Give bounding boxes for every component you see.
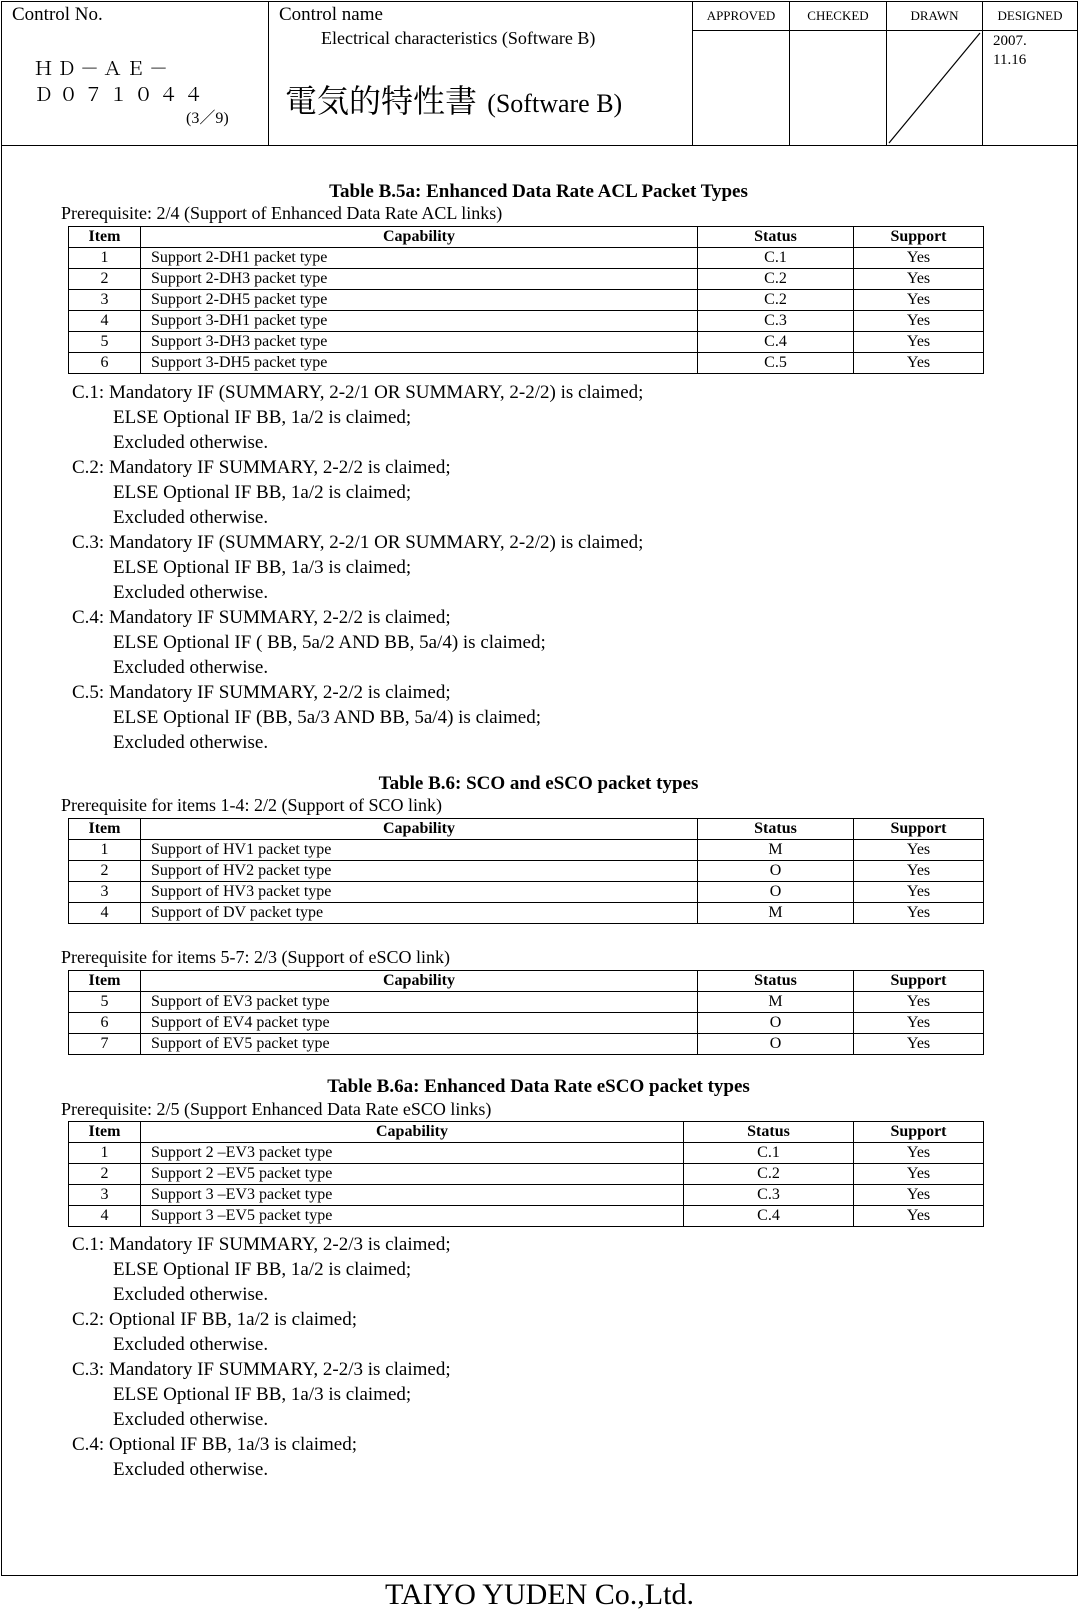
condition-note-line: ELSE Optional IF BB, 1a/3 is claimed; [113,1384,412,1405]
item-cell: 2 [69,861,141,882]
table-row [69,311,984,332]
column-header-capability: Capability [141,819,698,840]
capability-cell: Support 2-DH5 packet type [141,290,698,311]
status-cell: C.1 [684,1143,854,1164]
status-cell: C.5 [698,353,854,374]
status-cell: O [698,882,854,903]
table-b6a-caption: Table B.6a: Enhanced Data Rate eSCO packet types [327,1076,750,1097]
title-block [2,2,1077,146]
condition-note-line: ELSE Optional IF BB, 1a/2 is claimed; [113,482,412,503]
table-b6-esco [68,970,984,1055]
column-header-support: Support [854,227,984,248]
control-no-line1: ＨＤ－ＡＥ－ [34,58,173,80]
table-b5a [68,226,984,374]
condition-note-line: C.1: Mandatory IF (SUMMARY, 2-2/1 OR SUMMARY, 2-2/2) is claimed; [72,382,644,403]
item-cell: 3 [69,1185,141,1206]
capability-cell: Support 3 –EV3 packet type [141,1185,684,1206]
condition-note-line: Excluded otherwise. [113,1409,269,1430]
condition-note-line: Excluded otherwise. [113,507,269,528]
column-header-support: Support [854,1122,984,1143]
capability-cell: Support of EV4 packet type [141,1013,698,1034]
item-cell: 4 [69,903,141,924]
drawn-label: DRAWN [887,2,982,31]
item-cell: 7 [69,1034,141,1055]
table-b6a-notes [72,1232,451,1482]
column-header-capability: Capability [141,971,698,992]
table-row [69,1185,984,1206]
support-cell: Yes [854,311,984,332]
capability-cell: Support of HV3 packet type [141,882,698,903]
item-cell: 3 [69,882,141,903]
condition-note-line: Excluded otherwise. [113,1334,269,1355]
support-cell: Yes [854,1206,984,1227]
status-cell: C.3 [684,1185,854,1206]
item-cell: 6 [69,353,141,374]
condition-note-line: ELSE Optional IF ( BB, 5a/2 AND BB, 5a/4) is claimed; [113,632,546,653]
column-header-support: Support [854,819,984,840]
item-cell: 2 [69,1164,141,1185]
control-no-cell [2,2,269,145]
control-name-en: Electrical characteristics (Software B) [321,28,596,48]
table-b6-sco [68,818,984,924]
condition-note-line: ELSE Optional IF BB, 1a/3 is claimed; [113,557,412,578]
condition-note-line: C.2: Mandatory IF SUMMARY, 2-2/2 is claimed; [72,457,451,478]
column-header-item: Item [69,971,141,992]
table-row [69,248,984,269]
control-name-jp [285,76,622,122]
table-b5a-prerequisite: Prerequisite: 2/4 (Support of Enhanced Data Rate ACL links) [61,203,503,223]
support-cell: Yes [854,1034,984,1055]
drawn-cell [887,2,983,145]
table-header-row [69,1122,984,1143]
table-row [69,353,984,374]
capability-cell: Support 2 –EV3 packet type [141,1143,684,1164]
status-cell: C.3 [698,311,854,332]
checked-cell [790,2,887,145]
support-cell: Yes [854,840,984,861]
status-cell: O [698,1034,854,1055]
table-b6-prerequisite-a: Prerequisite for items 1-4: 2/2 (Support of SCO link) [61,795,442,815]
status-cell: C.4 [684,1206,854,1227]
capability-cell: Support of HV1 packet type [141,840,698,861]
capability-cell: Support 3-DH5 packet type [141,353,698,374]
control-no-label: Control No. [12,4,103,25]
designed-date-line1: 2007. [993,33,1027,49]
status-cell: M [698,992,854,1013]
approved-cell [693,2,790,145]
column-header-status: Status [698,227,854,248]
approved-label: APPROVED [693,2,789,31]
table-row [69,861,984,882]
table-row [69,840,984,861]
table-header-row [69,819,984,840]
item-cell: 5 [69,332,141,353]
condition-note-line: C.4: Mandatory IF SUMMARY, 2-2/2 is claimed; [72,607,451,628]
table-b6-caption: Table B.6: SCO and eSCO packet types [378,773,699,794]
support-cell: Yes [854,992,984,1013]
item-cell: 6 [69,1013,141,1034]
support-cell: Yes [854,882,984,903]
table-b6a-prerequisite: Prerequisite: 2/5 (Support Enhanced Data Rate eSCO links) [61,1099,492,1119]
capability-cell: Support of EV3 packet type [141,992,698,1013]
capability-cell: Support 2-DH1 packet type [141,248,698,269]
column-header-capability: Capability [141,227,698,248]
support-cell: Yes [854,1143,984,1164]
capability-cell: Support 2 –EV5 packet type [141,1164,684,1185]
table-row [69,1034,984,1055]
table-b5a-caption: Table B.5a: Enhanced Data Rate ACL Packet Types [329,181,748,202]
control-name-jp-text: 電気的特性書 [285,82,478,120]
item-cell: 1 [69,248,141,269]
condition-note-line: C.2: Optional IF BB, 1a/2 is claimed; [72,1309,357,1330]
status-cell: M [698,903,854,924]
condition-note-line: Excluded otherwise. [113,432,269,453]
designed-cell [983,2,1077,145]
condition-note-line: C.4: Optional IF BB, 1a/3 is claimed; [72,1434,357,1455]
condition-note-line: Excluded otherwise. [113,1284,269,1305]
page-indicator: (3／9) [186,110,229,127]
support-cell: Yes [854,903,984,924]
column-header-capability: Capability [141,1122,684,1143]
checked-label: CHECKED [790,2,886,31]
support-cell: Yes [854,269,984,290]
condition-note-line: Excluded otherwise. [113,732,269,753]
designed-date-line2: 11.16 [993,52,1027,68]
condition-note-line: ELSE Optional IF (BB, 5a/3 AND BB, 5a/4) is claimed; [113,707,541,728]
capability-cell: Support of EV5 packet type [141,1034,698,1055]
capability-cell: Support of DV packet type [141,903,698,924]
table-row [69,1143,984,1164]
control-name-jp-suffix: (Software B) [487,89,623,118]
column-header-item: Item [69,227,141,248]
condition-note-line: Excluded otherwise. [113,657,269,678]
control-name-cell [269,2,693,145]
designed-date [993,32,1027,70]
control-no-line2: Ｄ０７１０４４ [34,84,210,106]
column-header-item: Item [69,819,141,840]
item-cell: 4 [69,311,141,332]
column-header-item: Item [69,1122,141,1143]
table-row [69,1013,984,1034]
column-header-status: Status [698,819,854,840]
capability-cell: Support of HV2 packet type [141,861,698,882]
capability-cell: Support 3 –EV5 packet type [141,1206,684,1227]
drawn-slash-mark [887,31,982,145]
table-row [69,903,984,924]
item-cell: 3 [69,290,141,311]
support-cell: Yes [854,290,984,311]
table-header-row [69,971,984,992]
column-header-status: Status [684,1122,854,1143]
item-cell: 2 [69,269,141,290]
status-cell: O [698,861,854,882]
table-row [69,882,984,903]
capability-cell: Support 2-DH3 packet type [141,269,698,290]
item-cell: 4 [69,1206,141,1227]
status-cell: C.4 [698,332,854,353]
table-header-row [69,227,984,248]
condition-note-line: ELSE Optional IF BB, 1a/2 is claimed; [113,1259,412,1280]
column-header-support: Support [854,971,984,992]
table-row [69,269,984,290]
item-cell: 5 [69,992,141,1013]
status-cell: C.2 [698,290,854,311]
condition-note-line: Excluded otherwise. [113,1459,269,1480]
condition-note-line: Excluded otherwise. [113,582,269,603]
condition-note-line: ELSE Optional IF BB, 1a/2 is claimed; [113,407,412,428]
status-cell: C.2 [698,269,854,290]
status-cell: C.2 [684,1164,854,1185]
table-b6a [68,1121,984,1227]
support-cell: Yes [854,353,984,374]
table-row [69,290,984,311]
status-cell: M [698,840,854,861]
table-row [69,1164,984,1185]
status-cell: C.1 [698,248,854,269]
capability-cell: Support 3-DH1 packet type [141,311,698,332]
condition-note-line: C.3: Mandatory IF SUMMARY, 2-2/3 is claimed; [72,1359,451,1380]
designed-label: DESIGNED [983,2,1077,31]
item-cell: 1 [69,1143,141,1164]
status-cell: O [698,1013,854,1034]
condition-note-line: C.5: Mandatory IF SUMMARY, 2-2/2 is claimed; [72,682,451,703]
support-cell: Yes [854,248,984,269]
column-header-status: Status [698,971,854,992]
support-cell: Yes [854,1164,984,1185]
control-name-label: Control name [279,4,383,25]
table-b5a-notes [72,380,643,755]
company-footer: TAIYO YUDEN Co.,Ltd. [385,1578,694,1611]
support-cell: Yes [854,332,984,353]
table-row [69,332,984,353]
table-row [69,992,984,1013]
condition-note-line: C.3: Mandatory IF (SUMMARY, 2-2/1 OR SUMMARY, 2-2/2) is claimed; [72,532,644,553]
support-cell: Yes [854,861,984,882]
support-cell: Yes [854,1013,984,1034]
support-cell: Yes [854,1185,984,1206]
table-b6-prerequisite-b: Prerequisite for items 5-7: 2/3 (Support of eSCO link) [61,947,450,967]
table-row [69,1206,984,1227]
capability-cell: Support 3-DH3 packet type [141,332,698,353]
condition-note-line: C.1: Mandatory IF SUMMARY, 2-2/3 is claimed; [72,1234,451,1255]
item-cell: 1 [69,840,141,861]
